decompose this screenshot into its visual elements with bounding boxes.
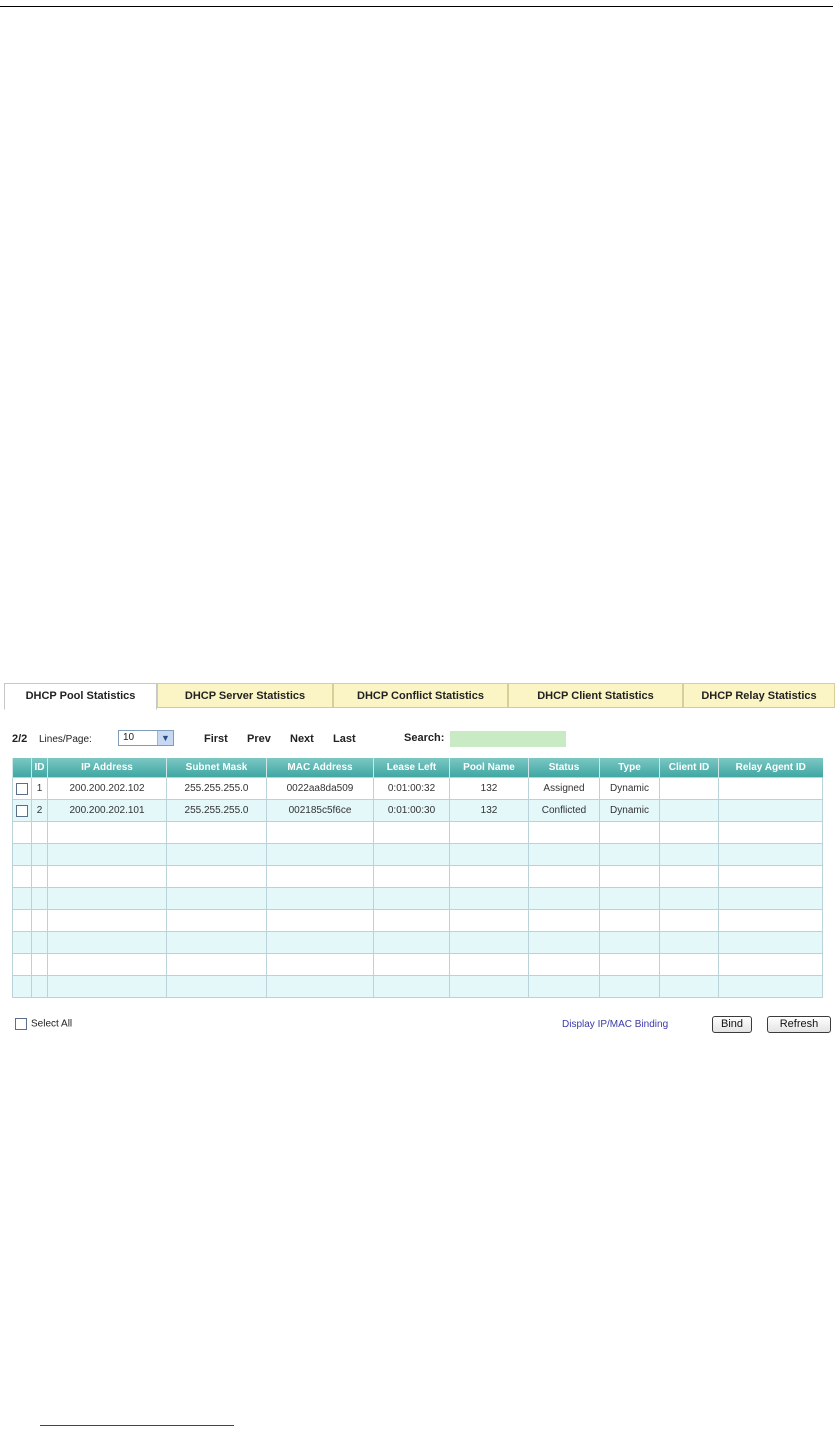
tab-bar [4,683,835,711]
cell-subnet-mask: 255.255.255.0 [167,778,267,800]
empty-cell [529,932,600,954]
empty-cell [48,976,167,998]
empty-cell [719,976,823,998]
col-header-pool-name[interactable]: Pool Name [450,758,529,778]
cell-status: Assigned [529,778,600,800]
table-row-empty [13,888,823,910]
row-checkbox[interactable] [16,805,28,817]
dhcp-pool-table [12,758,823,998]
empty-cell [600,844,660,866]
lines-per-page-value: 10 [123,732,135,743]
empty-cell [450,844,529,866]
col-header-type[interactable]: Type [600,758,660,778]
empty-cell [529,844,600,866]
cell-client-id [660,800,719,822]
empty-cell [660,954,719,976]
tab-dhcp-client-statistics[interactable]: DHCP Client Statistics [508,683,683,708]
empty-cell [48,822,167,844]
cell-pool-name: 132 [450,800,529,822]
chevron-down-icon[interactable]: ▼ [157,731,173,745]
lines-per-page-label: Lines/Page: [39,734,92,745]
col-header-ip-address[interactable]: IP Address [48,758,167,778]
empty-cell [529,910,600,932]
tab-dhcp-pool-statistics[interactable]: DHCP Pool Statistics [4,683,157,710]
prev-page-link[interactable]: Prev [247,733,271,745]
empty-cell [13,844,32,866]
pagination-toolbar [12,729,835,751]
empty-cell [450,822,529,844]
tab-dhcp-relay-statistics[interactable]: DHCP Relay Statistics [683,683,835,708]
empty-cell [719,932,823,954]
empty-cell [600,976,660,998]
empty-cell [660,822,719,844]
empty-cell [48,866,167,888]
cell-pool-name: 132 [450,778,529,800]
link-underline [40,1425,234,1426]
empty-cell [529,866,600,888]
empty-cell [374,844,450,866]
cell-ip-address: 200.200.202.101 [48,800,167,822]
empty-cell [48,910,167,932]
empty-cell [719,844,823,866]
empty-cell [13,976,32,998]
table-row-empty [13,976,823,998]
empty-cell [32,844,48,866]
empty-cell [267,976,374,998]
page-indicator: 2/2 [12,733,28,745]
empty-cell [13,866,32,888]
empty-cell [719,866,823,888]
empty-cell [719,954,823,976]
empty-cell [529,888,600,910]
empty-cell [374,954,450,976]
empty-cell [13,822,32,844]
empty-cell [32,888,48,910]
cell-lease-left: 0:01:00:32 [374,778,450,800]
cell-mac-address: 0022aa8da509 [267,778,374,800]
tab-dhcp-server-statistics[interactable]: DHCP Server Statistics [157,683,333,708]
empty-cell [450,932,529,954]
empty-cell [660,888,719,910]
empty-cell [167,954,267,976]
empty-cell [267,866,374,888]
empty-cell [167,932,267,954]
table-row-empty [13,844,823,866]
empty-cell [719,888,823,910]
empty-cell [600,932,660,954]
empty-cell [600,866,660,888]
empty-cell [374,910,450,932]
cell-relay-agent-id [719,800,823,822]
col-header-id[interactable]: ID [32,758,48,778]
tab-dhcp-conflict-statistics[interactable]: DHCP Conflict Statistics [333,683,508,708]
cell-ip-address: 200.200.202.102 [48,778,167,800]
col-header-status[interactable]: Status [529,758,600,778]
cell-id: 1 [32,778,48,800]
table-row-empty [13,910,823,932]
empty-cell [374,866,450,888]
empty-cell [32,954,48,976]
last-page-link[interactable]: Last [333,733,356,745]
empty-cell [48,888,167,910]
empty-cell [374,822,450,844]
empty-cell [32,976,48,998]
search-input[interactable] [450,731,566,747]
row-select-cell [13,800,32,822]
empty-cell [32,866,48,888]
empty-cell [13,910,32,932]
cell-id: 2 [32,800,48,822]
empty-cell [32,932,48,954]
empty-cell [167,910,267,932]
empty-cell [267,910,374,932]
empty-cell [267,844,374,866]
empty-cell [48,932,167,954]
empty-cell [450,954,529,976]
table-row[interactable] [13,800,823,822]
empty-cell [529,976,600,998]
first-page-link[interactable]: First [204,733,228,745]
table-row[interactable] [13,778,823,800]
empty-cell [450,910,529,932]
empty-cell [529,822,600,844]
col-header-relay-agent-id[interactable]: Relay Agent ID [719,758,823,778]
select-all-control[interactable] [15,1018,72,1030]
table-row-empty [13,954,823,976]
select-all-checkbox[interactable] [15,1018,27,1030]
empty-cell [167,888,267,910]
empty-cell [660,910,719,932]
empty-cell [529,954,600,976]
empty-cell [450,888,529,910]
empty-rows [13,822,823,998]
empty-cell [660,932,719,954]
cell-mac-address: 002185c5f6ce [267,800,374,822]
empty-cell [600,954,660,976]
empty-cell [267,932,374,954]
cell-subnet-mask: 255.255.255.0 [167,800,267,822]
col-header-select [13,758,32,778]
empty-cell [719,910,823,932]
next-page-link[interactable]: Next [290,733,314,745]
empty-cell [267,954,374,976]
col-header-client-id[interactable]: Client ID [660,758,719,778]
empty-cell [374,932,450,954]
empty-cell [167,976,267,998]
empty-cell [450,866,529,888]
empty-cell [167,866,267,888]
cell-type: Dynamic [600,800,660,822]
empty-cell [600,888,660,910]
table-header-row [13,758,823,778]
search-label: Search: [404,732,445,744]
empty-cell [374,976,450,998]
empty-cell [267,822,374,844]
top-rule [0,6,833,7]
cell-type: Dynamic [600,778,660,800]
empty-cell [660,976,719,998]
empty-cell [267,888,374,910]
refresh-button[interactable]: Refresh [767,1016,831,1033]
empty-cell [13,954,32,976]
empty-cell [32,910,48,932]
col-header-lease-left[interactable]: Lease Left [374,758,450,778]
empty-cell [167,844,267,866]
cell-lease-left: 0:01:00:30 [374,800,450,822]
empty-cell [32,822,48,844]
lines-per-page-select[interactable] [118,730,174,746]
table-row-empty [13,822,823,844]
col-header-subnet-mask[interactable]: Subnet Mask [167,758,267,778]
empty-cell [660,866,719,888]
empty-cell [600,822,660,844]
empty-cell [450,976,529,998]
empty-cell [719,822,823,844]
row-select-cell [13,778,32,800]
empty-cell [13,888,32,910]
cell-relay-agent-id [719,778,823,800]
empty-cell [600,910,660,932]
select-all-label: Select All [31,1018,73,1030]
empty-cell [13,932,32,954]
cell-client-id [660,778,719,800]
empty-cell [167,822,267,844]
bind-button[interactable]: Bind [712,1016,752,1033]
empty-cell [48,954,167,976]
table-row-empty [13,932,823,954]
empty-cell [374,888,450,910]
cell-status: Conflicted [529,800,600,822]
col-header-mac-address[interactable]: MAC Address [267,758,374,778]
row-checkbox[interactable] [16,783,28,795]
empty-cell [48,844,167,866]
empty-cell [660,844,719,866]
display-ip-mac-binding-link[interactable]: Display IP/MAC Binding [562,1019,669,1030]
table-row-empty [13,866,823,888]
